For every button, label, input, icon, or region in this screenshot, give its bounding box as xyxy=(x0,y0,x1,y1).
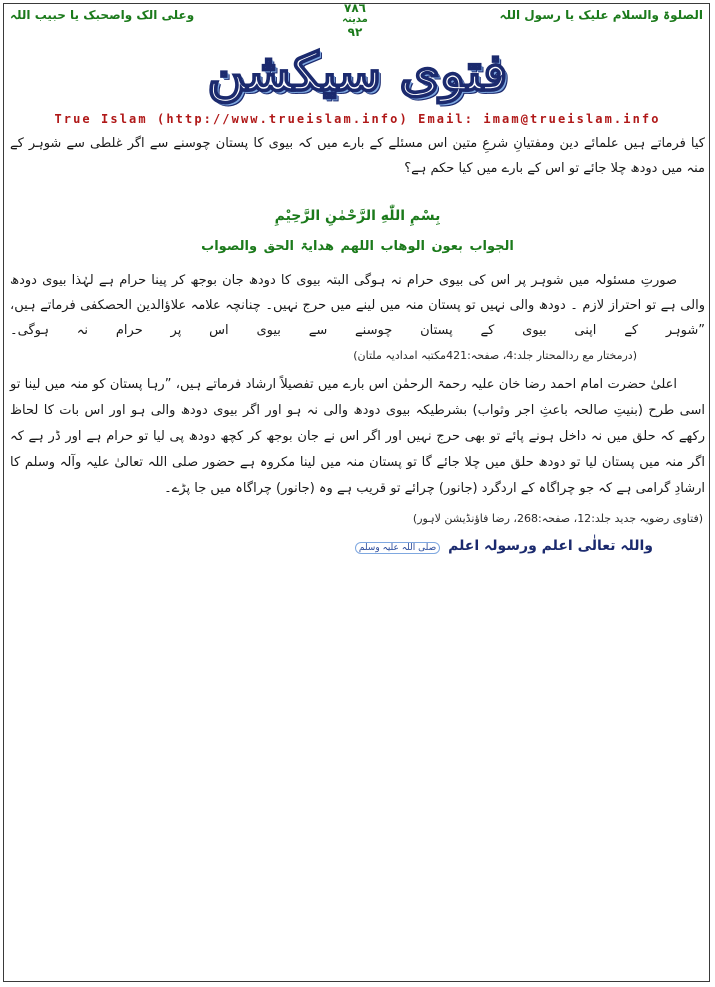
answer-heading: الجواب بعون الوھاب اللھم ھدایۃ الحق والصواب xyxy=(201,239,514,254)
salutation-glyph-icon: صلی اللہ علیہ وسلم xyxy=(355,542,440,554)
salat-left: وعلی الک واصحبک یا حبیب اللہ xyxy=(10,8,195,22)
email-label: ) Email: xyxy=(399,112,484,126)
question-text: کیا فرماتے ہیں علمائے دین ومفتیانِ شرعِ متین اس مسئلے کے بارے میں کہ بیوی کا پستان چوسنے سے اگر غلطی سے شوہر کے منہ میں دودھ چلا جائے تو اس کے بارے میں کیا حکم ہے؟ xyxy=(10,136,705,176)
madina-stamp xyxy=(330,2,380,38)
bismillah: بِسْمِ اللّٰهِ الرَّحْمٰنِ الرَّحِیْمِ xyxy=(274,208,441,224)
answer-text-1: صورتِ مسئولہ میں شوہر پر اس کی بیوی حرام نہ ہوگی البتہ بیوی کا دودھ جان بوجھ کر پینا حرام ہے لہٰذا بیوی دودھ والی ہے تو احتراز لازم ۔ دودھ والی نہیں تو پستان منہ میں لینے میں حرج نہیں۔ چنانچہ علامہ علاؤالدین الحصکفی فرماتے ہیں، ”شوہر کے اپنی بیوی کے پستان چوسنے سے بیوی اس پر حرام نہ ہوگی۔ xyxy=(10,273,705,338)
email-link[interactable]: imam@trueislam.info xyxy=(483,112,661,126)
salat-right: الصلوۃ والسلام علیک یا رسول اللہ xyxy=(499,8,703,22)
site-link[interactable]: http://www.trueislam.info xyxy=(166,112,400,126)
contact-line xyxy=(0,112,715,126)
reference-2: (فتاوی رضویہ جدید جلد:12، صفحہ:268، رضا فاؤنڈیشن لاہور) xyxy=(412,512,703,525)
answer-paragraph-2: اعلیٰ حضرت امام احمد رضا خان علیہ رحمۃ الرحمٰن اس بارے میں تفصیلاً ارشاد فرماتے ہیں، ”رہا پستان کو منہ میں لینا تو اسی طرح (بنیتِ صالحہ باعثِ اجر وثواب) بشرطیکہ بیوی دودھ والی نہ ہو اور اگر بیوی دودھ والی ہو اور اس بات کا لحاظ رکھے کہ حلق میں نہ داخل ہونے پائے تو بھی حرج نہیں اور اگر اس نے جان بوجھ کر کچھ دودھ پی لیا تو حرام ہے اور ڈر ہے کہ اگر منہ میں پستان لیا تو دودھ حلق میں چلا جائے گا تو پستان منہ میں لینا مکروہ ہے حضور صلی اللہ تعالیٰ علیہ وآلہ وسلم کا ارشادِ گرامی ہے کہ جو چراگاہ کے اردگرد (جانور) چرائے تو قریب ہے وہ (جانور) چراگاہ میں جا پڑے۔ xyxy=(10,377,705,496)
reference-1: (درمختار مع ردالمحتار جلد:4، صفحہ:421مکتبہ امدادیہ ملتان) xyxy=(353,349,637,362)
madina-word: مدینہ xyxy=(342,14,368,25)
site-label: True Islam ( xyxy=(54,112,167,126)
closing-text: واللہ تعالٰی اعلم ورسولہ اعلم xyxy=(448,538,653,554)
madina-number: ٧٨٦ xyxy=(344,1,366,15)
madina-number-2: ٩٢ xyxy=(347,25,363,39)
answer-paragraph-1 xyxy=(10,268,705,368)
page-title: فتوی سیکشن xyxy=(207,42,508,103)
closing-line xyxy=(355,538,653,554)
